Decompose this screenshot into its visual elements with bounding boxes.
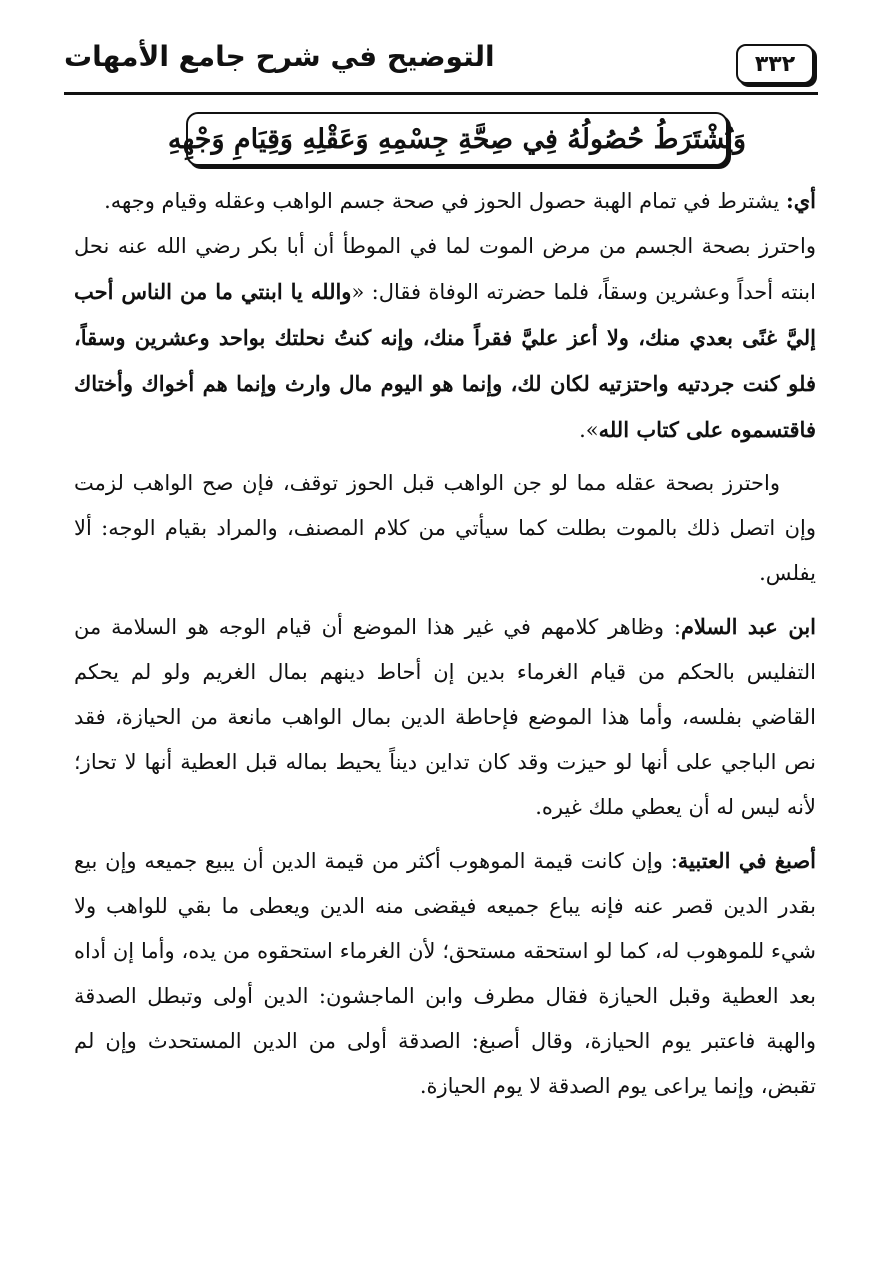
- paragraph-4-lead: ابن عبد السلام: [680, 614, 816, 639]
- paragraph-3-text: واحترز بصحة عقله مما لو جن الواهب قبل الحوز توقف، فإن صح الواهب لزمت وإن اتصل ذلك بالموت بطلت كما سيأتي من كلام المصنف، والمراد بقيام الوجه: ألا يفلس.: [74, 471, 816, 585]
- paragraph-3: [74, 461, 816, 596]
- paragraph-2-quote: والله يا ابنتي ما من الناس أحب إليَّ غنًى بعدي منك، ولا أعز عليَّ فقراً منك، وإنه كنتُ نحلتك بواحد وعشرين وسقاً، فلو كنت جردتيه واحتزتيه لكان لك، وإنما هو اليوم مال وارث وإنما هم أخواك وأختاك فاقتسموه على كتاب الله: [74, 279, 816, 442]
- header-divider: [64, 92, 818, 95]
- paragraph-4: [74, 604, 816, 830]
- paragraph-4-text: : وظاهر كلامهم في غير هذا الموضع أن قيام الوجه هو السلامة من التفليس بالحكم من قيام الغرماء بدين إن أحاط دينهم بمال الغريم ولو لم يحكم القاضي بفلسه، وأما هذا الموضع فإحاطة الدين بمال الواهب مانعة من الحيازة، فقد نص الباجي على أنها لو حيزت وقد كان تداين ديناً يحيط بماله قبل العطية أنها لا تحاز؛ لأنه ليس له أن يعطي ملك غيره.: [74, 615, 816, 819]
- paragraph-5: [74, 838, 816, 1109]
- page-number-text: ٣٣٢: [754, 51, 796, 77]
- matn-box: [167, 112, 747, 166]
- paragraph-2: [74, 224, 816, 453]
- running-title: التوضيح في شرح جامع الأمهات: [64, 40, 495, 73]
- paragraph-5-text: : وإن كانت قيمة الموهوب أكثر من قيمة الدين أن يبيع جميعه وإن بيع بقدر الدين قصر عنه فإنه يباع جميعه فيقضى منه الدين ويعطى ما بقي للواهب ولا شيء للموهوب له، كما لو استحقه مستحق؛ لأن الغرماء استحقوه من يده، وأما إن أداه بعد العطية وقبل الحيازة فقال مطرف وابن الماجشون: الدين أولى وتبطل الصدقة والهبة فاعتبر يوم الحيازة، وقال أصبغ: الصدقة أولى من الدين المستحدث وإن لم تقبض، وإنما يراعى يوم الصدقة لا يوم الحيازة.: [74, 849, 816, 1098]
- paragraph-1-text: يشترط في تمام الهبة حصول الحوز في صحة جسم الواهب وعقله وقيام وجهه.: [104, 189, 786, 213]
- page-header: [64, 34, 818, 94]
- commentary-body: [74, 178, 816, 1109]
- paragraph-1-lead: أي:: [785, 188, 816, 213]
- paragraph-1: [74, 178, 816, 224]
- paragraph-5-lead: أصبغ في العتبية: [677, 848, 816, 873]
- paragraph-2-text: واحترز بصحة الجسم من مرض الموت لما في الموطأ أن أبا بكر رضي الله عنه نحل ابنته أحداً وعشرين وسقاً، فلما حضرته الوفاة فقال: «: [74, 234, 816, 304]
- paragraph-2-end: ».: [579, 418, 599, 442]
- page-number: [736, 44, 814, 84]
- matn-text: وَيُشْتَرَطُ حُصُولُهُ فِي صِحَّةِ جِسْمِهِ وَعَقْلِهِ وَقِيَامِ وَجْهِهِ: [167, 123, 747, 155]
